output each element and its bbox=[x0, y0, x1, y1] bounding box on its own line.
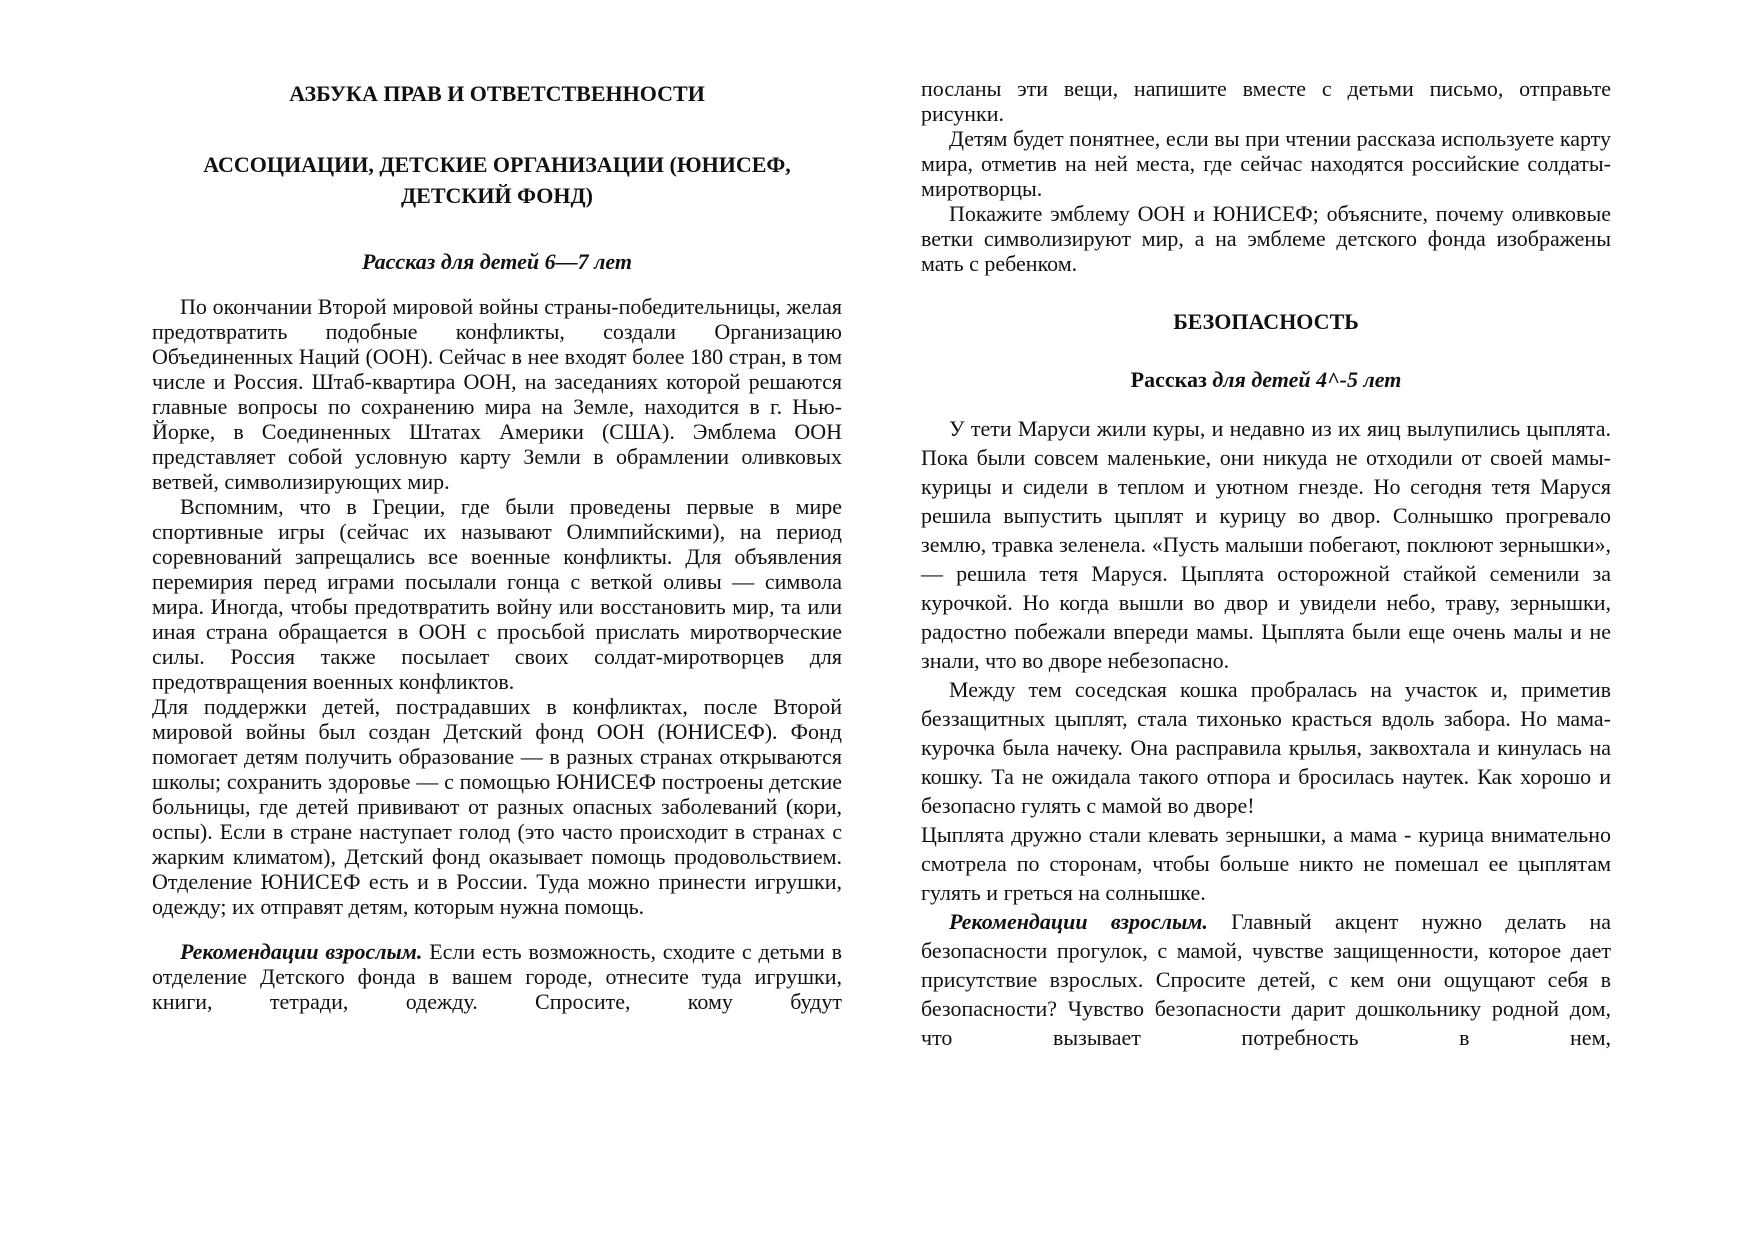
section-title: АССОЦИАЦИИ, ДЕТСКИЕ ОРГАНИЗАЦИИ (ЮНИСЕФ, ДЕТСКИЙ ФОНД) bbox=[203, 152, 791, 208]
section-title: БЕЗОПАСНОСТЬ bbox=[1173, 309, 1359, 334]
right-page bbox=[921, 76, 1611, 1052]
story bbox=[921, 414, 1611, 1052]
paragraph: Цыплята дружно стали клевать зернышки, а мама - курица внимательно смотрела по сторонам, чтобы больше никто не помешал ее цыплятам гулять и греться на солнышке. bbox=[921, 822, 1611, 905]
recommendation-paragraph bbox=[921, 907, 1611, 1052]
subtitle-part: для детей 4^-5 лет bbox=[1206, 367, 1402, 392]
recommendation-label: Рекомендации взрослым. bbox=[949, 909, 1208, 934]
story-subtitle bbox=[921, 367, 1611, 392]
recommendation-paragraph bbox=[152, 939, 842, 1014]
paragraph: У тети Маруси жили куры, и недавно из их яиц вылупились цыплята. Пока были совсем маленькие, они никуда не отходили от своей мамы-курицы и сидели в теплом и уютном гнезде. Но сегодня тетя Маруся решила выпустить цыплят и курицу во двор. Солнышко прогревало землю, травка зеленела. «Пусть малыши побегают, поклюют зернышки», — решила тетя Маруся. Цыплята осторожной стайкой семенили за курочкой. Но когда вышли во двор и увидели небо, траву, зернышки, радостно побежали впереди мамы. Цыплята были еще очень малы и не знали, что во дворе небезопасно. bbox=[921, 416, 1611, 673]
story-subtitle: Рассказ для детей 6—7 лет bbox=[362, 249, 632, 274]
paragraph: Покажите эмблему ООН и ЮНИСЕФ; объясните, почему оливковые ветки символизируют мир, а на эмблеме детского фонда изображены мать с ребенком. bbox=[921, 201, 1611, 276]
paragraph: Для поддержки детей, пострадавших в конфликтах, после Второй мировой войны был создан Детский фонд ООН (ЮНИСЕФ). Фонд помогает детям получить образование — в разных странах открываются школы; сохранить здоровье — с помощью ЮНИСЕФ построены детские больницы, где детей прививают от разных опасных заболеваний (кори, оспы). Если в стране наступает голод (это часто происходит в странах с жарким климатом), Детский фонд оказывает помощь продовольствием. Отделение ЮНИСЕФ есть и в России. Туда можно принести игрушки, одежду; их отправят детям, которым нужна помощь. bbox=[152, 694, 842, 919]
paragraph: посланы эти вещи, напишите вместе с детьми письмо, отправьте рисунки. bbox=[921, 76, 1611, 126]
subtitle-part: Рассказ bbox=[1130, 367, 1207, 392]
recommendation-text: Главный акцент нужно делать на безопасности прогулок, с мамой, чувстве защищенности, которое дает присутствие взрослых. Спросите детей, с кем они ощущают себя в безопасности? Чувство безопасности дарит дошкольнику родной дом, что вызывает потребность в нем, bbox=[921, 909, 1611, 1050]
recommendation-text: Если есть возможность, сходите с детьми в отделение Детского фонда в вашем городе, отнесите туда игрушки, книги, тетради, одежду. Спросите, кому будут bbox=[152, 939, 842, 1014]
paragraph: Детям будет понятнее, если вы при чтении рассказа используете карту мира, отметив на ней места, где сейчас находятся российские солдаты-миротворцы. bbox=[921, 126, 1611, 201]
recommendation-label: Рекомендации взрослым. bbox=[180, 939, 423, 964]
paragraph: Между тем соседская кошка пробралась на участок и, приметив беззащитных цыплят, стала тихонько красться вдоль забора. Но мама-курочка была начеку. Она расправила крылья, заквохтала и кинулась на кошку. Та не ожидала такого отпора и бросилась наутек. Как хорошо и безопасно гулять с мамой во дворе! bbox=[921, 677, 1611, 818]
document-title: АЗБУКА ПРАВ И ОТВЕТСТВЕННОСТИ bbox=[289, 81, 705, 106]
paragraph: По окончании Второй мировой войны страны-победительницы, желая предотвратить подобные конфликты, создали Организацию Объединенных Наций (ООН). Сейчас в нее входят более 180 стран, в том числе и Россия. Штаб-квартира ООН, на заседаниях которой решаются главные вопросы по сохранению мира на Земле, находится в г. Нью-Йорке, в Соединенных Штатах Америки (США). Эмблема ООН представляет собой условную карту Земли в обрамлении оливковых ветвей, символизирующих мир. bbox=[152, 294, 842, 494]
left-page bbox=[152, 76, 842, 1014]
paragraph: Вспомним, что в Греции, где были проведены первые в мире спортивные игры (сейчас их называют Олимпийскими), на период соревнований запрещались все военные конфликты. Для объявления перемирия перед играми посылали гонца с веткой оливы — символа мира. Иногда, чтобы предотвратить войну или восстановить мир, та или иная страна обращается в ООН с просьбой прислать миротворческие силы. Россия также посылает своих солдат-миротворцев для предотвращения военных конфликтов. bbox=[152, 494, 842, 694]
